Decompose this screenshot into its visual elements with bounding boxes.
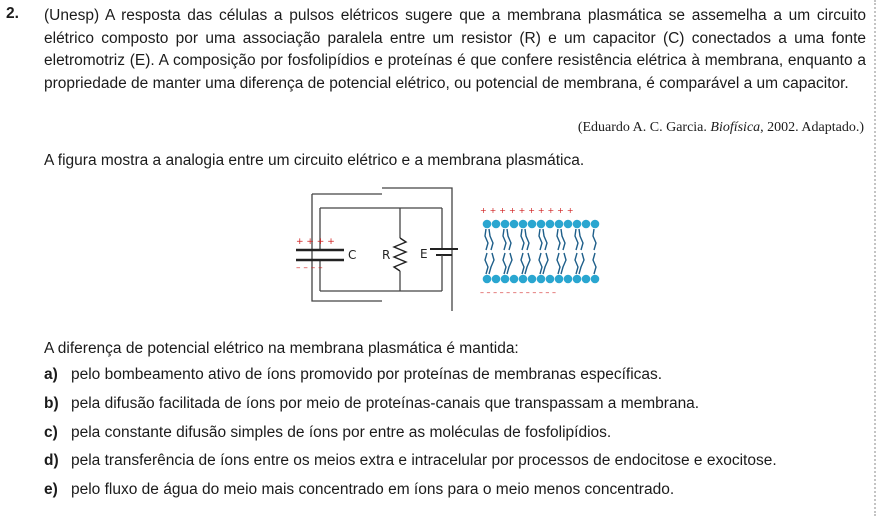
circuit-frame-outer [312,194,382,301]
option-letter: c) [44,423,58,441]
membrane-upper-heads [483,220,600,229]
option-letter: e) [44,481,58,499]
label-c: C [348,248,357,262]
option-b[interactable] [44,395,777,424]
membrane-plus-charges: + + + + + + + + + + [480,206,574,215]
circuit-membrane-figure [282,186,612,316]
figure-intro: A figura mostra a analogia entre um circuito elétrico e a membrana plasmática. [44,152,585,169]
label-r: R [382,248,391,262]
citation-title: Biofísica [710,120,761,135]
citation [578,120,864,136]
question-number: 2. [6,5,19,22]
label-e: E [420,247,428,261]
option-text: pelo bombeamento ativo de íons promovido por proteínas de membranas específicas. [71,366,663,383]
option-text: pela transferência de íons entre os meios extra e intracelular por processos de endocitose e exocitose. [71,452,777,470]
option-letter: a) [44,366,58,383]
citation-author: (Eduardo A. C. Garcia. [577,120,711,135]
membrane-lower-tails [485,253,596,274]
membrane-minus-charges: – – – – – – – – – – – – [480,288,556,297]
membrane-upper-tails [485,229,596,250]
page-edge-divider [874,0,876,516]
option-e[interactable] [44,481,777,510]
figure-svg [282,186,612,311]
option-text: pela constante difusão simples de íons por entre as moléculas de fosfolipídios. [71,423,612,441]
capacitor-plus-charges: + + + + [296,237,335,247]
question-prompt: A diferença de potencial elétrico na membrana plasmática é mantida: [44,340,519,357]
option-letter: b) [44,394,59,412]
capacitor-minus-charges: – – – – [296,263,323,273]
option-letter: d) [44,452,59,470]
membrane-lower-heads [483,275,600,284]
question-stem: (Unesp) A resposta das células a pulsos elétricos sugere que a membrana plasmática se assemelha a um circuito elétrico composto por uma associação paralela entre um resistor (R) e um capacitor (C) conectados a uma fonte eletromotriz (E). A composição por fosfolipídios e proteínas é que confere resistência elétrica à membrana, enquanto a propriedade de manter uma diferença de potencial elétrico, ou potencial de membrana, é comparável a um capacitor. [44,7,866,92]
option-text: pela difusão facilitada de íons por meio de proteínas-canais que transpassam a membrana. [71,394,700,412]
option-text: pelo fluxo de água do meio mais concentrado em íons para o meio menos concentrado. [71,481,675,499]
option-d[interactable] [44,452,777,481]
resistor-zigzag [394,238,406,271]
answer-options [44,366,777,510]
option-a[interactable] [44,366,777,395]
option-c[interactable] [44,424,777,453]
citation-year: , 2002. Adaptado.) [760,120,864,135]
